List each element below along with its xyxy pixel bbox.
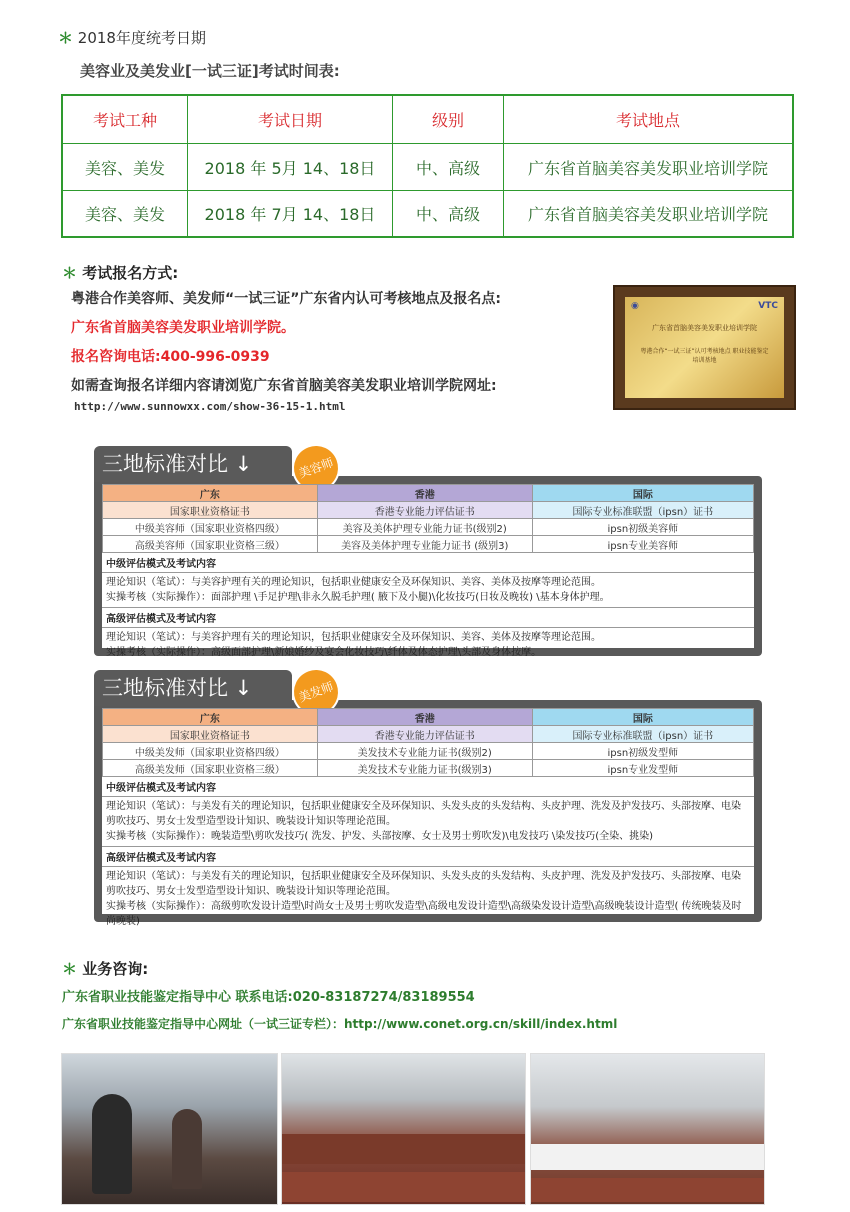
plaque-gold <box>625 297 784 398</box>
registration-query: 如需查询报名详细内容请浏览广东省首脑美容美发职业培训学院网址: <box>71 378 497 394</box>
region-header: 广东 <box>103 709 318 726</box>
school-name: 广东省首脑美容美发职业培训学院。 <box>71 320 295 336</box>
photo-bed-row <box>282 1134 525 1164</box>
beauty-high-theory: 理论知识（笔试）：与美容护理有关的理论知识，包括职业健康安全及环保知识、美容、美体及按摩等理论范围。 <box>106 632 601 643</box>
plaque-image <box>613 285 796 410</box>
classroom-photo-2 <box>281 1053 526 1205</box>
registration-line1: 粤港合作美容师、美发师“一试三证”广东省内认可考核地点及报名点: <box>71 291 501 307</box>
hair-comparison-inner <box>102 708 754 927</box>
cert-cell: 高级美容师（国家职业资格三级） <box>103 536 318 553</box>
hair-cert-table <box>102 708 754 777</box>
registration-phone: 报名咨询电话:400-996-0939 <box>71 349 270 365</box>
region-header: 香港 <box>317 485 532 502</box>
region-header: 国际 <box>532 485 753 502</box>
cert-type: 国际专业标准联盟（ipsn）证书 <box>532 726 753 743</box>
photo-bed-row <box>531 1144 764 1170</box>
schedule-cell: 广东省首脑美容美发职业培训学院 <box>504 144 794 191</box>
hair-mid-content <box>102 797 754 847</box>
photo-figure <box>92 1094 132 1194</box>
beauty-cert-table <box>102 484 754 553</box>
hair-badge: 美发师 <box>288 664 344 720</box>
schedule-cell: 美容、美发 <box>62 190 188 237</box>
region-header: 国际 <box>532 709 753 726</box>
beauty-high-content <box>102 628 754 662</box>
schedule-cell: 美容、美发 <box>62 144 188 191</box>
cert-cell: 美容及美体护理专业能力证书 (级别3) <box>317 536 532 553</box>
photo-bed-row <box>282 1172 525 1202</box>
cert-cell: 中级美容师（国家职业资格四级） <box>103 519 318 536</box>
region-header: 广东 <box>103 485 318 502</box>
beauty-comparison-heading: 三地标准对比 ↓ <box>94 446 292 482</box>
hair-mid-practice: 实操考核（实际操作）：晚装造型\剪吹发技巧( 洗发、护发、头部按摩、女士及男士剪吹发)\电发技巧 \染发技巧(全染、挑染) <box>106 831 654 842</box>
cert-type: 香港专业能力评估证书 <box>317 502 532 519</box>
cert-cell: ipsn初级美容师 <box>532 519 753 536</box>
registration-title-text: 考试报名方式: <box>82 264 179 282</box>
cert-cell: 美发技术专业能力证书(级别3) <box>317 760 532 777</box>
schedule-cell: 2018 年 7月 14、18日 <box>188 190 393 237</box>
photo-bed-row <box>531 1178 764 1202</box>
date-title-text: 2018年度统考日期 <box>77 29 206 47</box>
hair-high-content <box>102 867 754 931</box>
beauty-mid-title: 中级评估模式及考试内容 <box>102 553 754 573</box>
plaque-body: 粤港合作“一试三证”认可考核地点 职业技能鉴定培训基地 <box>640 348 769 364</box>
schedule-cell: 2018 年 5月 14、18日 <box>188 144 393 191</box>
plaque-title: 广东省首脑美容美发职业培训学院 <box>652 324 757 332</box>
classroom-photo-3 <box>530 1053 765 1205</box>
beauty-mid-theory: 理论知识（笔试）：与美容护理有关的理论知识，包括职业健康安全及环保知识、美容、美体及按摩等理论范围。 <box>106 577 601 588</box>
registration-title <box>62 262 178 283</box>
registration-url-link[interactable]: http://www.sunnowxx.com/show-36-15-1.html <box>74 400 346 413</box>
cert-type: 国际专业标准联盟（ipsn）证书 <box>532 502 753 519</box>
schedule-cell: 中、高级 <box>393 144 504 191</box>
schedule-cell: 中、高级 <box>393 190 504 237</box>
consult-url-line[interactable]: 广东省职业技能鉴定指导中心网址（一试三证专栏）：http://www.conet.org.cn/skill/index.html <box>62 1017 618 1031</box>
cert-type: 国家职业资格证书 <box>103 502 318 519</box>
photo-figure <box>172 1109 202 1189</box>
hair-mid-theory: 理论知识（笔试）：与美发有关的理论知识，包括职业健康安全及环保知识、头发头皮的头发结构、头皮护理、洗发及护发技巧、头部按摩、电染剪吹技巧、男女士发型造型设计知识、晚装设计知识等理论范围。 <box>106 801 741 827</box>
schedule-caption: 美容业及美发业[一试三证]考试时间表: <box>80 62 340 80</box>
hair-high-practice: 实操考核（实际操作）：高级剪吹发设计造型\时尚女士及男士剪吹发造型\高级电发设计造型\高级染发设计造型\高级晚装设计造型( 传统晚装及时尚晚装) <box>106 901 742 927</box>
beauty-comparison-inner <box>102 484 754 658</box>
beauty-high-title: 高级评估模式及考试内容 <box>102 608 754 628</box>
consult-phone-line: 广东省职业技能鉴定指导中心 联系电话:020-83187274/83189554 <box>62 990 475 1005</box>
schedule-header-cell: 考试地点 <box>504 95 794 144</box>
cert-cell: ipsn初级发型师 <box>532 743 753 760</box>
consult-title <box>62 958 148 979</box>
region-header: 香港 <box>317 709 532 726</box>
hair-high-title: 高级评估模式及考试内容 <box>102 847 754 867</box>
cert-type: 国家职业资格证书 <box>103 726 318 743</box>
star-icon: ＊ <box>62 264 78 282</box>
hair-comparison-block <box>94 676 762 927</box>
schedule-header-cell: 考试日期 <box>188 95 393 144</box>
star-icon: ＊ <box>62 960 78 978</box>
cert-cell: ipsn专业美容师 <box>532 536 753 553</box>
schedule-cell: 广东省首脑美容美发职业培训学院 <box>504 190 794 237</box>
beauty-mid-content <box>102 573 754 608</box>
plaque-logo-left: ◉ <box>631 301 639 311</box>
schedule-row <box>62 190 793 237</box>
cert-cell: 美容及美体护理专业能力证书(级别2) <box>317 519 532 536</box>
hair-mid-title: 中级评估模式及考试内容 <box>102 777 754 797</box>
cert-cell: 高级美发师（国家职业资格三级） <box>103 760 318 777</box>
hair-high-theory: 理论知识（笔试）：与美发有关的理论知识，包括职业健康安全及环保知识、头发头皮的头发结构、头皮护理、洗发及护发技巧、头部按摩、电染剪吹技巧、男女士发型造型设计知识、晚装设计知识等理论范围。 <box>106 871 741 897</box>
beauty-badge: 美容师 <box>288 440 344 496</box>
beauty-high-practice: 实操考核（实际操作）：高级面部护理\新娘婚纱及宴会化妆技巧\纤体及体态护理\头部及身体按摩。 <box>106 647 542 658</box>
schedule-header-cell: 考试工种 <box>62 95 188 144</box>
beauty-comparison-block <box>94 452 762 658</box>
cert-type: 香港专业能力评估证书 <box>317 726 532 743</box>
consult-title-text: 业务咨询: <box>82 960 149 978</box>
cert-cell: 美发技术专业能力证书(级别2) <box>317 743 532 760</box>
plaque-logo-vtc: VTC <box>758 301 778 311</box>
exam-schedule-table <box>61 94 794 238</box>
cert-cell: ipsn专业发型师 <box>532 760 753 777</box>
star-icon: ＊ <box>58 29 74 47</box>
schedule-row <box>62 144 793 191</box>
date-section-title <box>58 27 206 48</box>
schedule-header-cell: 级别 <box>393 95 504 144</box>
beauty-mid-practice: 实操考核（实际操作）：面部护理 \手足护理\非永久脱毛护理( 腋下及小腿)\化妆技巧(日妆及晚妆) \基本身体护理。 <box>106 592 610 603</box>
cert-cell: 中级美发师（国家职业资格四级） <box>103 743 318 760</box>
hair-comparison-heading: 三地标准对比 ↓ <box>94 670 292 706</box>
schedule-header-row <box>62 95 793 144</box>
classroom-photo-1 <box>61 1053 278 1205</box>
